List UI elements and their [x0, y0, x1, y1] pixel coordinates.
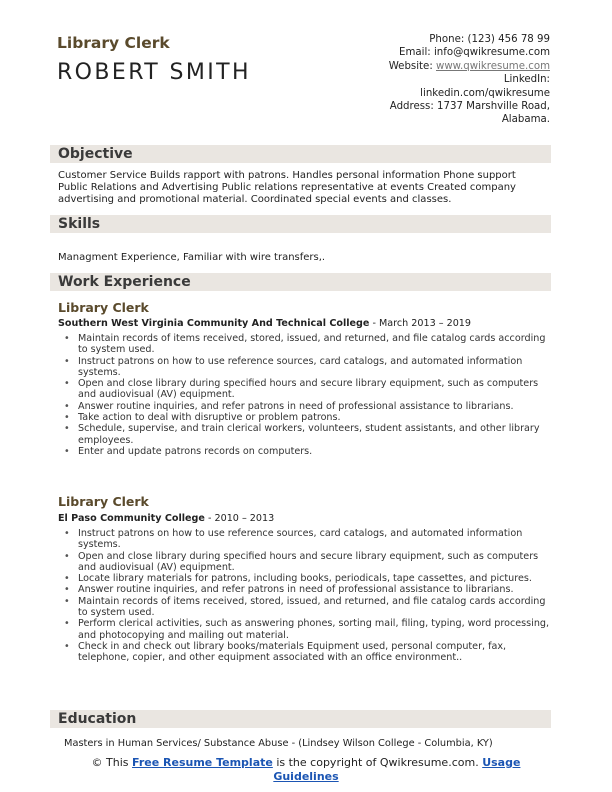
list-item: • Open and close library during specified hours and secure library equipment, such as computers and audiovisual (AV) equipment. — [64, 378, 554, 401]
job-title: Library Clerk — [57, 34, 170, 52]
objective-text: Customer Service Builds rapport with patrons. Handles personal information Phone support Public Relations and Advertising Public relations representative at events Created company advertising and promotional material. Coordinated special events and classes. — [58, 170, 516, 205]
skills-heading: Skills — [58, 216, 101, 232]
usage-guidelines-link-part1[interactable]: Usage — [482, 756, 521, 769]
education-section-bar — [50, 710, 551, 728]
website-link[interactable]: www.qwikresume.com — [435, 60, 550, 72]
free-resume-template-link[interactable]: Free Resume Template — [132, 756, 273, 769]
work-section-bar — [50, 273, 551, 291]
job-2-employer: El Paso Community College — [58, 513, 205, 524]
objective-heading: Objective — [58, 146, 133, 162]
job-1-title: Library Clerk — [58, 300, 149, 315]
resume-header — [57, 34, 251, 85]
skills-section-bar — [50, 215, 551, 233]
candidate-name: ROBERT SMITH — [57, 60, 251, 85]
list-item: • Answer routine inquiries, and refer patrons in need of professional assistance to librarians. — [64, 584, 554, 595]
list-item: • Check in and check out library books/materials Equipment used, personal computer, fax, telephone, copier, and other equipment associated with an office environment.. — [64, 641, 554, 664]
list-item: • Enter and update patrons records on computers. — [64, 446, 554, 457]
list-item: • Schedule, supervise, and train clerical workers, volunteers, student assistants, and other library employees. — [64, 423, 554, 446]
footer-prefix: © This — [91, 756, 133, 769]
job-2-title: Library Clerk — [58, 494, 149, 509]
contact-linkedin-value: linkedin.com/qwikresume — [420, 87, 550, 99]
education-heading: Education — [58, 711, 137, 727]
website-label: Website: — [388, 60, 436, 72]
list-item: • Open and close library during specified hours and secure library equipment, such as computers and audiovisual (AV) equipment. — [64, 551, 554, 574]
list-item: • Locate library materials for patrons, including books, periodicals, tape cassettes, and pictures. — [64, 573, 554, 584]
education-entry: Masters in Human Services/ Substance Abuse - (Lindsey Wilson College - Columbia, KY) — [64, 738, 493, 749]
list-item: • Instruct patrons on how to use reference sources, card catalogs, and automated information systems. — [64, 528, 554, 551]
work-heading: Work Experience — [58, 274, 191, 290]
contact-website — [389, 60, 550, 73]
list-item: • Perform clerical activities, such as answering phones, sorting mail, filing, typing, word processing, and photocopying and mailing out material. — [64, 618, 554, 641]
job-1-dates: - March 2013 – 2019 — [369, 318, 472, 329]
contact-block — [389, 33, 550, 127]
list-item: • Maintain records of items received, stored, issued, and returned, and file catalog cards according to system used. — [64, 596, 554, 619]
job-2-employer-line — [58, 513, 274, 524]
contact-address-line2: Alabama. — [501, 114, 550, 126]
list-item: • Answer routine inquiries, and refer patrons in need of professional assistance to librarians. — [64, 401, 554, 412]
list-item: • Take action to deal with disruptive or problem patrons. — [64, 412, 554, 423]
list-item: • Maintain records of items received, stored, issued, and returned, and file catalog cards according to system used. — [64, 333, 554, 356]
objective-section-bar — [50, 145, 551, 163]
list-item: • Instruct patrons on how to use reference sources, card catalogs, and automated information systems. — [64, 356, 554, 379]
footer-middle: is the copyright of Qwikresume.com. — [272, 756, 483, 769]
contact-phone: Phone: (123) 456 78 99 — [429, 34, 550, 45]
skills-text: Managment Experience, Familiar with wire transfers,. — [58, 252, 326, 263]
job-2-dates: - 2010 – 2013 — [204, 513, 275, 524]
usage-guidelines-link-part2[interactable]: Guidelines — [273, 770, 339, 783]
job-1-bullets — [64, 333, 554, 457]
job-2-bullets — [64, 528, 554, 664]
contact-linkedin-label: LinkedIn: — [503, 74, 550, 86]
job-1-employer: Southern West Virginia Community And Technical College — [58, 318, 370, 329]
copyright-footer — [0, 756, 612, 784]
contact-email: Email: info@qwikresume.com — [399, 47, 550, 59]
contact-address-line1: Address: 1737 Marshville Road, — [389, 101, 550, 113]
job-1-employer-line — [58, 318, 471, 329]
